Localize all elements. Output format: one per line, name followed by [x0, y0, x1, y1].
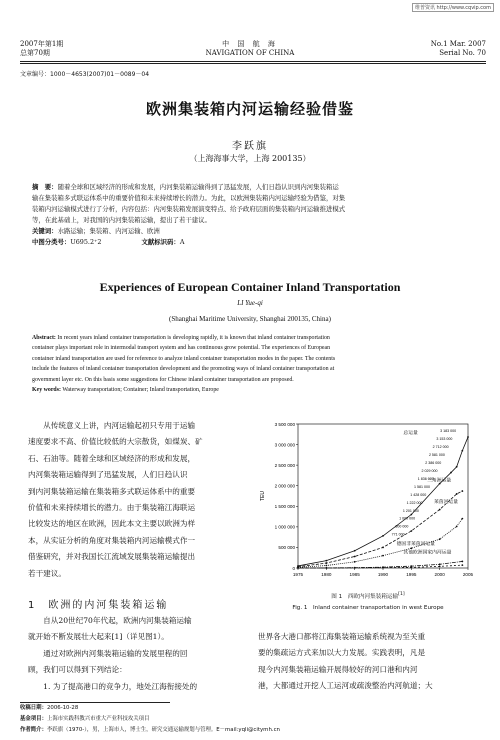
- body-line: 速度要求不高、价值比较低的大宗散货，如煤炭、矿: [28, 437, 203, 447]
- body-line: 要的集疏运方式来加以大力发展。实践表明，凡是: [258, 648, 426, 658]
- x-tick-label: 1975: [292, 572, 304, 577]
- body-line: 通过对欧洲内河集装箱运输的发展里程的回: [28, 648, 188, 658]
- data-point: [467, 436, 469, 438]
- data-point: [410, 547, 412, 549]
- data-label: 771 000: [391, 532, 405, 537]
- data-point: [439, 565, 441, 567]
- doc-code-label: 文献标识码：: [141, 238, 180, 246]
- body-right: [258, 629, 480, 695]
- keywords-en: Waterway transportation; Container; Inland transportation, Europe: [62, 387, 219, 394]
- english-affiliation: (Shanghai Maritime University, Shanghai 200135, China): [169, 315, 331, 323]
- x-tick-label: 1985: [349, 572, 360, 577]
- data-label: 2 581 000: [428, 452, 445, 457]
- figure-caption-cn: 图 1 西欧内河集装箱运输: [331, 594, 399, 600]
- affiliation: （上海海事大学，上海 200135）: [189, 154, 311, 163]
- body-line: 顾，我们可以得到下列结论：: [28, 665, 127, 675]
- data-label: 3 153 000: [436, 436, 453, 441]
- body-line: 世界各大港口都将江海集装箱运输系统视为至关重: [258, 632, 426, 641]
- header-center: [0, 40, 500, 58]
- footnotes: [20, 703, 280, 736]
- body-left-para1: [28, 418, 250, 582]
- data-point: [439, 538, 441, 540]
- y-tick-label: 0: [292, 565, 295, 571]
- header-right: [431, 40, 486, 58]
- abstract-en-line: In recent years inland container transportation is developing rapidly, it is known that inland container transportation: [57, 335, 330, 341]
- data-label: 1 000 000: [399, 516, 416, 521]
- data-point: [382, 547, 384, 549]
- classification-label: 中图分类号：: [32, 238, 71, 246]
- header-rule: [20, 61, 486, 62]
- data-point: [410, 514, 412, 516]
- data-point: [297, 567, 299, 569]
- fund-text: 上海市实践科教兴市重大产业科技攻关项目: [46, 716, 150, 722]
- data-point: [382, 555, 384, 557]
- data-point: [456, 466, 458, 468]
- body-line: 借鉴研究，并对我国长江流域发展集装箱运输提出: [28, 552, 196, 562]
- body-line: 到内河集装箱运输在集装箱多式联运体系中的重要: [28, 486, 196, 496]
- figure-caption-en: Fig. 1 Inland container transportation in west Europe: [292, 605, 444, 611]
- body-line: 就开始不断发展壮大起来[1]（详见图1）。: [28, 632, 169, 642]
- data-point: [456, 493, 458, 495]
- body-line: 内河集装箱运输得到了迅猛发展，人们日趋认识: [28, 470, 188, 480]
- data-point: [461, 561, 463, 563]
- y-tick-label: 500 000: [278, 545, 295, 551]
- header-rule-2: [20, 63, 486, 64]
- data-label: 1 581 000: [414, 484, 431, 489]
- data-label: 2 712 000: [432, 444, 449, 449]
- data-label: 1 222 000: [406, 500, 423, 505]
- x-tick-label: 2005: [462, 572, 474, 577]
- y-tick-label: 3 000 000: [274, 442, 295, 448]
- data-point: [410, 530, 412, 532]
- data-point: [461, 564, 463, 566]
- abstract-line: 随着全球和区域经济的形成和发展，内河集装箱运输得到了迅猛发展，人们日趋认识到内河集装箱运: [57, 183, 339, 191]
- body-line: 自从20世纪70年代起，欧洲内河集装箱运输: [28, 616, 192, 625]
- english-title: Experiences of European Container Inland Transportation: [99, 280, 401, 294]
- series-label: 德国非莱茵河运量: [396, 541, 435, 547]
- classification: U695.2⁺2: [70, 238, 102, 246]
- data-point: [382, 535, 384, 537]
- data-point: [354, 556, 356, 558]
- body-line: 现今内河集装箱运输开展得较好的河口港和内河: [258, 664, 418, 674]
- fund-label: 基金项目：: [20, 716, 47, 722]
- data-label: 1 836 000: [417, 476, 434, 481]
- body-line: 若干建议。: [28, 568, 66, 578]
- data-point: [354, 561, 356, 563]
- issue-date: No.1 Mar. 2007: [430, 40, 486, 48]
- series-label: 三角洲运量: [427, 478, 452, 484]
- series-line: [298, 561, 462, 568]
- abstract-en-label: Abstract:: [32, 335, 56, 341]
- body-line: 港，大都通过开挖人工运河或疏浚整治内河航道；大: [258, 681, 433, 691]
- y-tick-label: 1 500 000: [274, 504, 295, 510]
- serial-label: 总第70期: [20, 49, 50, 57]
- data-point: [354, 550, 356, 552]
- keywords: 水路运输；集装箱、内河运输、欧洲: [57, 227, 160, 235]
- figure-caption-ref: [1]: [398, 592, 405, 598]
- data-point: [439, 563, 441, 565]
- watermark: 维普资讯 http://www.cqvip.com: [412, 3, 494, 12]
- body-line: 本，从实证分析的角度对集装箱内河运输模式作一: [28, 535, 196, 545]
- data-point: [461, 450, 463, 452]
- abstract-en-line: container inland transportation are used for reference to analyze inland container transportation modes in the paper. The contents: [32, 355, 336, 362]
- abstract-en-line: include the features of inland container transportation development and the promoting ways of inland container transportation at: [32, 366, 335, 373]
- data-point: [325, 565, 327, 567]
- data-point: [325, 562, 327, 564]
- author-name: 李跃旗: [232, 141, 268, 152]
- data-label: 3 183 000: [440, 429, 457, 433]
- abstract-line: 装箱内河运输模式进行了分析，内容包括：内河集装箱发展演变特点、给予政府层面的集装箱内河运输推进模式: [32, 205, 346, 213]
- body-line: 从传统意义上讲，内河运输起初只专用于运输: [28, 421, 196, 430]
- abstract-label: 摘 要：: [32, 183, 58, 191]
- data-label: 800 000: [395, 524, 409, 529]
- data-label: 2 029 000: [421, 468, 438, 473]
- x-tick-label: 2000: [434, 572, 445, 577]
- series-label: 其他欧洲国家内河运量: [403, 550, 452, 556]
- series-label: 总运量: [403, 431, 418, 437]
- x-tick-label: 1995: [406, 572, 417, 577]
- body-line: 1. 为了提高港口的竞争力，地处江海衔接处的: [28, 681, 198, 691]
- keywords-en-label: Key words:: [32, 387, 61, 394]
- abstract-line: 输在集装箱多式联运体系中的重要价值和未来持续增长的潜力。为此，以欧洲集装箱内河运输经验为借鉴，对集: [32, 194, 346, 202]
- body-line: 比较发达的地区在欧洲，因此本文主要以欧洲为样: [28, 519, 196, 529]
- data-point: [382, 567, 384, 569]
- abstract-en-line: government layer etc. On this basis some suggestions for Chinese inland container transportation are proposed.: [32, 376, 294, 383]
- english-author: LI Yue-qi: [237, 299, 263, 307]
- series-label: 莱茵河运量: [434, 500, 458, 506]
- data-point: [354, 567, 356, 569]
- data-point: [325, 567, 327, 569]
- x-tick-label: 1990: [377, 572, 389, 577]
- issue-label: 2007年第1期: [20, 40, 64, 48]
- body-line: 石、石油等。随着全球和区域经济的形成和发展，: [28, 453, 196, 463]
- author-info-label: 作者简介：: [20, 727, 47, 733]
- figure-caption: [256, 592, 480, 600]
- data-point: [410, 566, 412, 568]
- y-tick-label: 2 500 000: [274, 462, 295, 468]
- paper-title: 欧洲集装箱内河运输经验借鉴: [145, 100, 354, 118]
- y-tick-label: 1 000 000: [274, 524, 295, 530]
- section-heading: 1 欧洲的内河集装箱运输: [28, 600, 169, 611]
- received-label: 收稿日期：: [20, 705, 47, 711]
- doc-code: A: [179, 238, 185, 246]
- journal-name-cn: 中 国 航 海: [222, 40, 278, 48]
- keywords-label: 关键词：: [32, 227, 58, 235]
- serial-no: Serial No. 70: [439, 49, 486, 57]
- article-number: 文章编号：1000－4653(2007)01－0089－04: [20, 71, 150, 78]
- figure-chart: [256, 418, 480, 586]
- data-label: 1 428 000: [410, 492, 427, 497]
- data-point: [450, 472, 452, 474]
- abstract-line: 等，在此基础上，对我国的内河集装箱运输，提出了若干建议。: [32, 216, 211, 224]
- abstract-en-line: container plays important role in intermodal transport system and has continuous grow potential. The experiences of European: [32, 345, 331, 352]
- data-point: [325, 560, 327, 562]
- data-point: [461, 518, 463, 520]
- abstract-en: [32, 333, 472, 395]
- y-tick-label: 2 000 000: [274, 483, 295, 489]
- abstract-cn: [32, 182, 472, 248]
- data-point: [461, 490, 463, 492]
- y-axis-label: TEU: [260, 491, 266, 501]
- data-point: [439, 509, 441, 511]
- journal-name-en: NAVIGATION OF CHINA: [205, 49, 295, 57]
- y-tick-label: 3 500 000: [274, 421, 295, 427]
- author-info: 李跃旗（1970-），男，上海市人，博士生，研究交通运输规划与管理。E－mail:yqli@citymh.cn: [46, 727, 280, 733]
- body-left-para2: [28, 613, 250, 695]
- data-point: [456, 526, 458, 528]
- data-label: 1 201 000: [402, 508, 419, 513]
- received-date: 2006-10-28: [46, 705, 79, 711]
- data-label: 2 386 000: [425, 460, 442, 465]
- x-tick-label: 1980: [321, 572, 332, 577]
- body-line: 价值和未来持续增长的潜力。由于集装箱江海联运: [28, 503, 196, 513]
